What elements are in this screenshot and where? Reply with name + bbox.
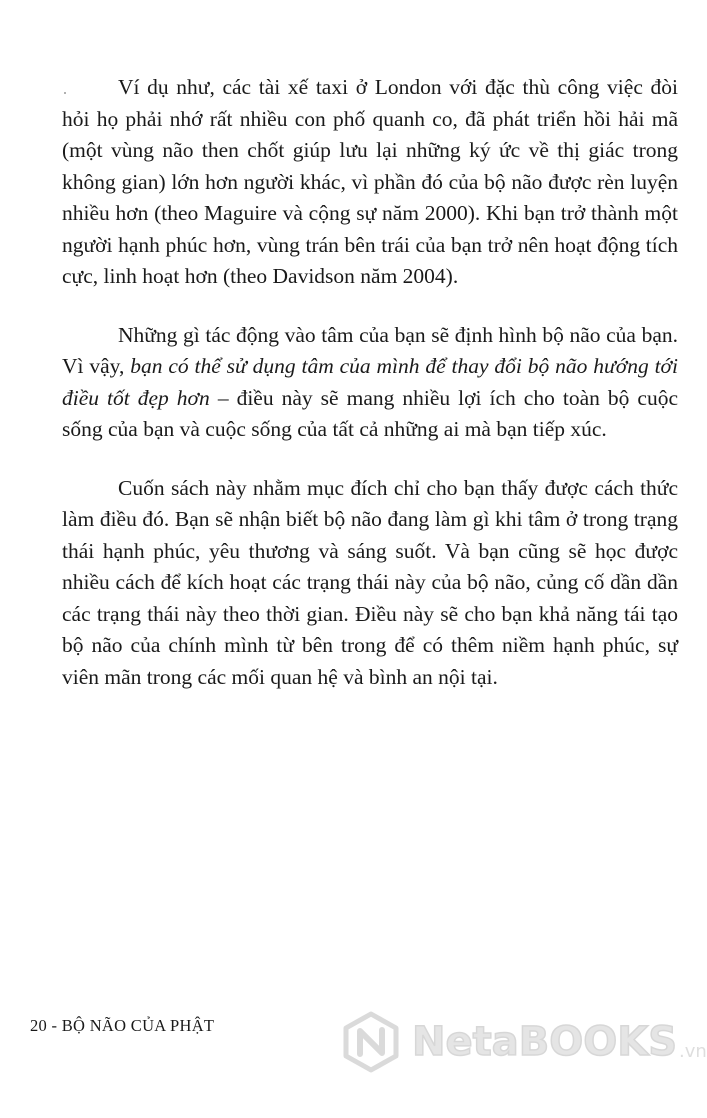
paragraph-3 — [62, 473, 678, 694]
watermark-tld: .vn — [679, 1041, 707, 1062]
paragraph-2-text-start: Những gì tác động vào tâm của bạn sẽ định hình bộ não của bạn. Vì vậy, — [62, 322, 678, 378]
watermark-name: NetaBOOKS — [412, 1019, 678, 1065]
paragraph-2-text-end: – điều này sẽ mang nhiều lợi ích cho toàn bộ cuộc sống của bạn và cuộc sống của tất cả những ai mà bạn tiếp xúc. — [62, 385, 678, 441]
paragraph-3-text: Cuốn sách này nhằm mục đích chỉ cho bạn thấy được cách thức làm điều đó. Bạn sẽ nhận biết bộ não đang làm gì khi tâm ở trong trạng thái hạnh phúc, yêu thương và sáng suốt. Và bạn cũng sẽ học được nhiều cách để kích hoạt các trạng thái này của bộ não, củng cố dần dần các trạng thái này theo thời gian. Điều này sẽ cho bạn khả năng tái tạo bộ não của chính mình từ bên trong để có thêm niềm hạnh phúc, sự viên mãn trong các mối quan hệ và bình an nội tại. — [62, 475, 678, 689]
paragraph-1 — [62, 72, 678, 293]
paragraph-2-emphasis: bạn có thể sử dụng tâm của mình để thay đổi bộ não hướng tới điều tốt đẹp hơn — [62, 354, 678, 410]
paragraph-2 — [62, 320, 678, 446]
watermark — [340, 1002, 707, 1082]
body-text — [62, 72, 678, 720]
n-letter-hexagon-icon — [340, 1011, 402, 1073]
running-footer: 20 - BỘ NÃO CỦA PHẬT — [30, 1016, 215, 1035]
paragraph-1-text: Ví dụ như, các tài xế taxi ở London với đặc thù công việc đòi hỏi họ phải nhớ rất nhiều con phố quanh co, đã phát triển hồi hải mã (một vùng não then chốt giúp lưu lại những ký ức về thị giác trong không gian) lớn hơn người khác, vì phần đó của bộ não được rèn luyện nhiều hơn (theo Maguire và cộng sự năm 2000). Khi bạn trở thành một người hạnh phúc hơn, vùng trán bên trái của bạn trở nên hoạt động tích cực, linh hoạt hơn (theo Davidson năm 2004). — [62, 75, 678, 288]
